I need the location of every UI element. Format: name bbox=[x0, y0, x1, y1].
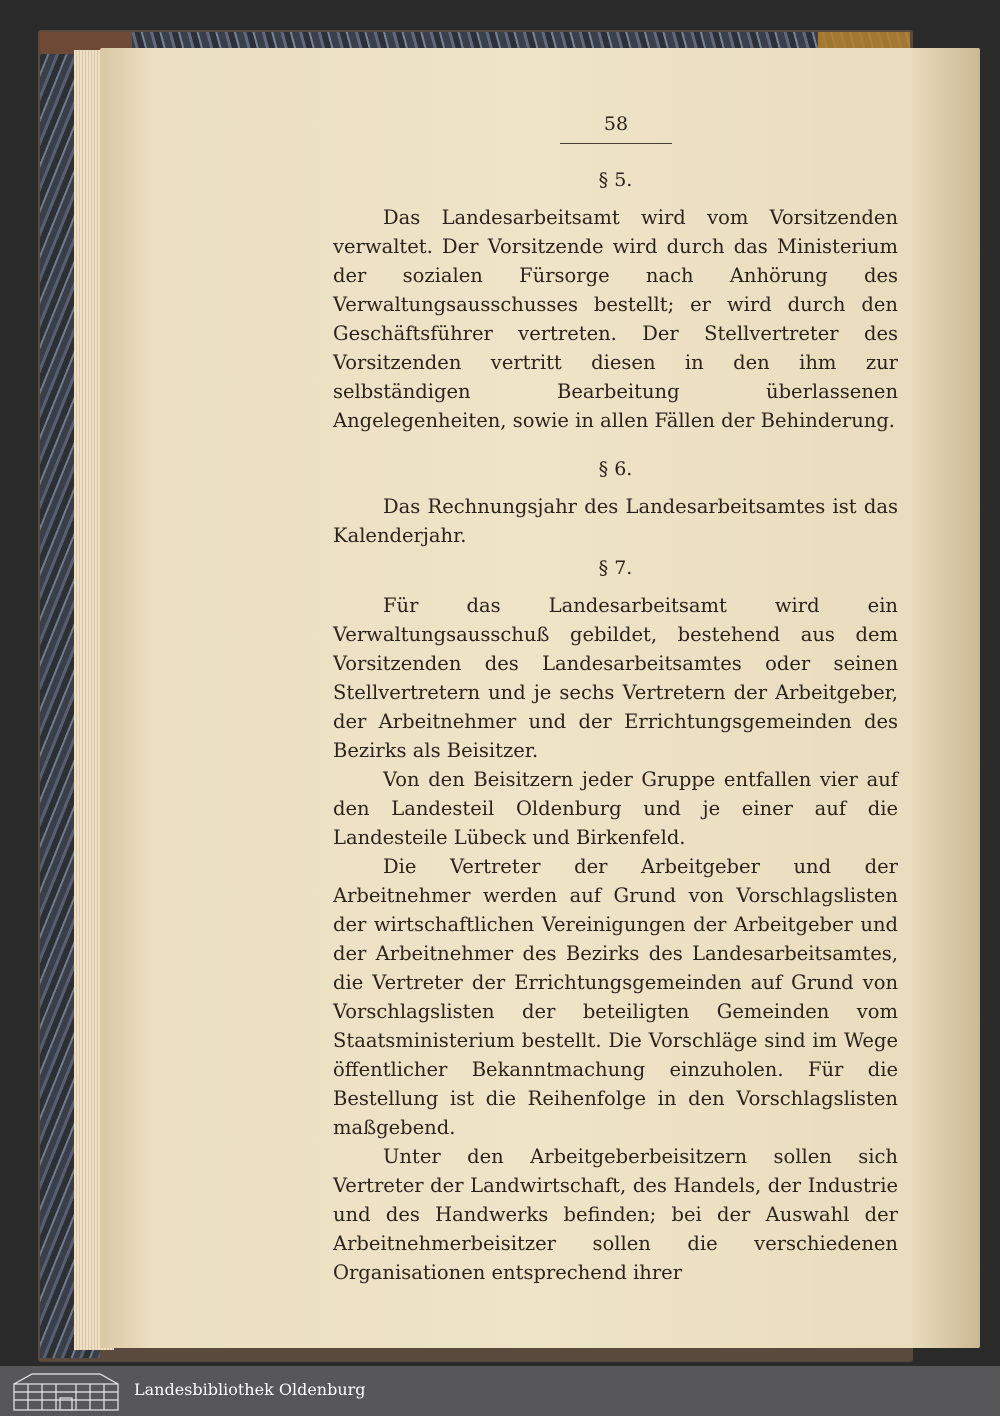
page-text bbox=[333, 110, 898, 1287]
section-heading: § 7. bbox=[598, 557, 633, 579]
paragraph: Für das Landesarbeitsamt wird ein Verwaltungsausschuß gebildet, bestehend aus dem Vorsitzenden des Landesarbeitsamtes oder seinen Stellvertretern und je sechs Vertretern der Arbeitgeber, der Arbeitnehmer und der Errichtungsgemeinden des Bezirks als Beisitzer. bbox=[333, 594, 898, 762]
paragraph: Unter den Arbeitgeberbeisitzern sollen sich Vertreter der Landwirtschaft, des Handels, der Industrie und des Handwerks befinden; bei der Auswahl der Arbeitnehmerbeisitzer sollen die verschiedenen Organisationen entsprechend ihrer bbox=[333, 1145, 898, 1284]
paragraph: Von den Beisitzern jeder Gruppe entfallen vier auf den Landesteil Oldenburg und je einer auf die Landesteile Lübeck und Birkenfeld. bbox=[333, 768, 898, 849]
paragraph: Das Landesarbeitsamt wird vom Vorsitzenden verwaltet. Der Vorsitzende wird durch das Ministerium der sozialen Fürsorge nach Anhörung des Verwaltungsausschusses bestellt; er wird durch den Geschäftsführer vertreten. Der Stellvertreter des Vorsitzenden vertritt diesen in den ihm zur selbständigen Bearbeitung überlassenen Angelegenheiten, sowie in allen Fällen der Behinderung. bbox=[333, 206, 898, 432]
section-heading: § 5. bbox=[598, 169, 633, 191]
footer-bar bbox=[0, 1366, 1000, 1416]
section-heading: § 6. bbox=[598, 458, 633, 480]
paragraph: Die Vertreter der Arbeitgeber und der Arbeitnehmer werden auf Grund von Vorschlagslisten der wirtschaftlichen Vereinigungen der Arbeitgeber und der Arbeitnehmer des Bezirks des Landesarbeitsamtes, die Vertreter der Errichtungsgemeinden auf Grund von Vorschlagslisten der beteiligten Gemeinden vom Staatsministerium bestellt. Die Vorschläge sind im Wege öffentlicher Bekanntmachung einzuholen. Für die Bestellung ist die Reihenfolge in den Vorschlagslisten maßgebend. bbox=[333, 855, 898, 1139]
library-building-icon bbox=[10, 1370, 122, 1412]
paragraph: Das Rechnungsjahr des Landesarbeitsamtes ist das Kalenderjahr. bbox=[333, 495, 898, 547]
page-number: 58 bbox=[560, 110, 672, 144]
library-name: Landesbibliothek Oldenburg bbox=[134, 1380, 366, 1399]
